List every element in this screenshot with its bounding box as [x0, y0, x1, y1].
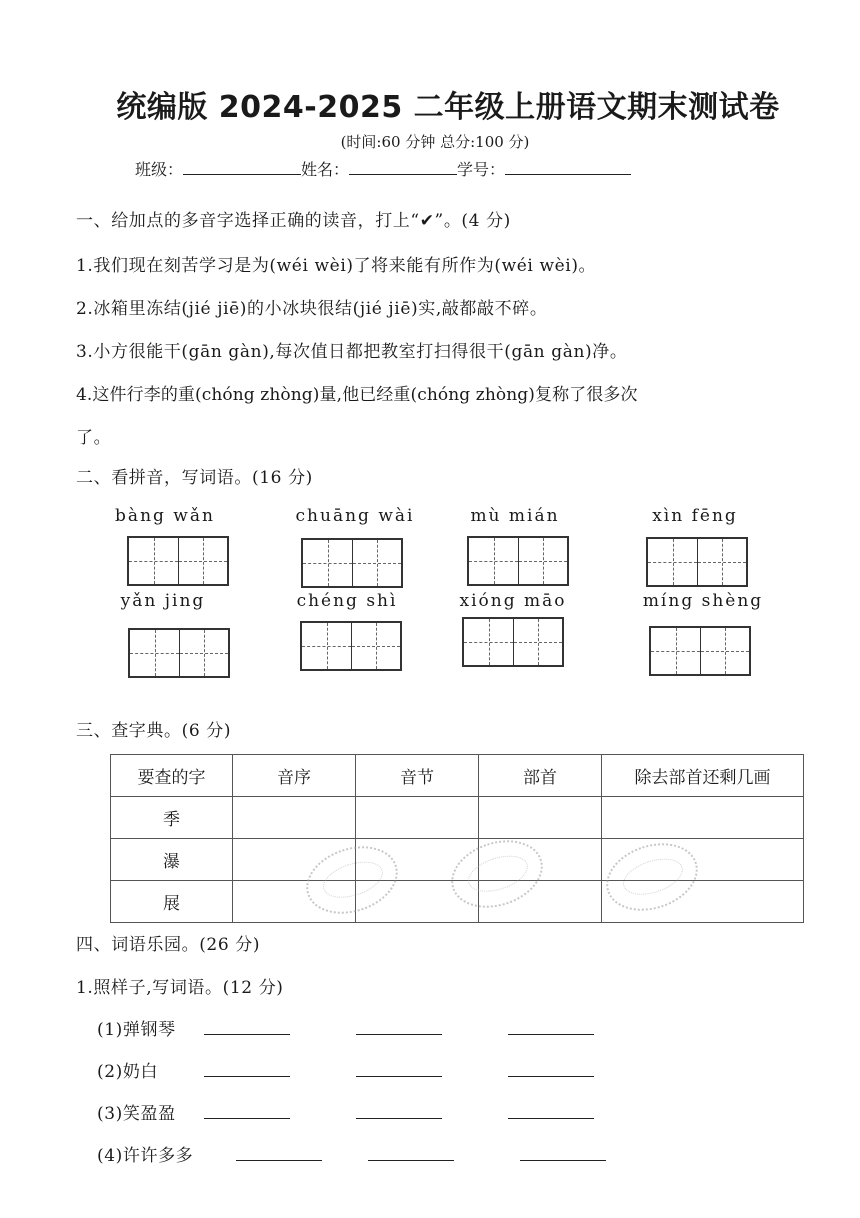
class-label: 班级：: [135, 160, 184, 179]
answer-grid-8[interactable]: [649, 626, 751, 676]
answer-blank[interactable]: [508, 1104, 594, 1119]
section1-q3: 3.小方很能干(gān gàn),每次值日都把教室打扫得很干(gān gàn)净。: [76, 342, 628, 362]
answer-cell[interactable]: [233, 797, 356, 839]
exam-info: (时间:60 分钟 总分:100 分): [340, 133, 530, 151]
pinyin-label: bàng wǎn: [115, 506, 215, 526]
answer-blank[interactable]: [356, 1062, 442, 1077]
pinyin-label: xìn fēng: [652, 506, 738, 526]
lookup-character: 展: [111, 881, 233, 923]
name-blank[interactable]: [349, 160, 457, 175]
section1-q1: 1.我们现在刻苦学习是为(wéi wèi)了将来能有所作为(wéi wèi)。: [76, 256, 597, 276]
answer-blank[interactable]: [356, 1020, 442, 1035]
example-row: [97, 1057, 594, 1082]
answer-blank[interactable]: [368, 1146, 454, 1161]
example-word: (1)弹钢琴: [97, 1020, 176, 1040]
section3-heading: 三、查字典。(6 分): [76, 721, 232, 741]
pinyin-label: yǎn jing: [120, 591, 206, 611]
pinyin-label: xióng māo: [459, 591, 567, 611]
answer-grid-3[interactable]: [467, 536, 569, 586]
section1-q2: 2.冰箱里冻结(jié jiē)的小冰块很结(jié jiē)实,敲都敲不碎。: [76, 299, 548, 319]
answer-grid-1[interactable]: [127, 536, 229, 586]
example-row: [97, 1141, 606, 1166]
example-row: [97, 1099, 594, 1124]
section2-heading: 二、看拼音，写词语。(16 分): [76, 468, 313, 488]
answer-blank[interactable]: [508, 1020, 594, 1035]
answer-grid-4[interactable]: [646, 537, 748, 587]
student-info-line: [135, 157, 631, 180]
answer-blank[interactable]: [204, 1020, 290, 1035]
page-title: 统编版 2024-2025 二年级上册语文期末测试卷: [116, 90, 780, 125]
answer-blank[interactable]: [204, 1062, 290, 1077]
answer-grid-5[interactable]: [128, 628, 230, 678]
example-word: (3)笑盈盈: [97, 1104, 176, 1124]
answer-blank[interactable]: [508, 1062, 594, 1077]
table-row: [111, 797, 804, 839]
answer-blank[interactable]: [236, 1146, 322, 1161]
lookup-character: 季: [111, 797, 233, 839]
answer-grid-6[interactable]: [300, 621, 402, 671]
column-header: 要查的字: [111, 755, 233, 797]
answer-cell[interactable]: [602, 797, 804, 839]
answer-blank[interactable]: [356, 1104, 442, 1119]
number-label: 学号：: [457, 160, 506, 179]
section1-q4-cont: 了。: [76, 428, 112, 448]
class-blank[interactable]: [183, 160, 301, 175]
answer-grid-7[interactable]: [462, 617, 564, 667]
pinyin-label: mù mián: [470, 506, 560, 526]
column-header: 音节: [356, 755, 479, 797]
pinyin-label: chéng shì: [296, 591, 398, 611]
column-header: 音序: [233, 755, 356, 797]
answer-blank[interactable]: [204, 1104, 290, 1119]
pinyin-label: chuāng wài: [295, 506, 415, 526]
table-header-row: [111, 755, 804, 797]
example-word: (2)奶白: [97, 1062, 159, 1082]
answer-blank[interactable]: [520, 1146, 606, 1161]
column-header: 部首: [479, 755, 602, 797]
column-header: 除去部首还剩几画: [602, 755, 804, 797]
answer-grid-2[interactable]: [301, 538, 403, 588]
number-blank[interactable]: [505, 160, 631, 175]
example-row: [97, 1015, 594, 1040]
example-word: (4)许许多多: [97, 1146, 194, 1166]
section4-heading: 四、词语乐园。(26 分): [76, 935, 261, 955]
pinyin-label: míng shèng: [642, 591, 764, 611]
answer-cell[interactable]: [356, 797, 479, 839]
section1-q4: 4.这件行李的重(chóng zhòng)量,他已经重(chóng zhòng)复称了很多次: [76, 385, 638, 405]
answer-cell[interactable]: [479, 797, 602, 839]
lookup-character: 瀑: [111, 839, 233, 881]
name-label: 姓名：: [301, 160, 350, 179]
section4-sub1: 1.照样子,写词语。(12 分): [76, 978, 284, 998]
section1-heading: 一、给加点的多音字选择正确的读音，打上“✔”。(4 分): [76, 211, 511, 231]
